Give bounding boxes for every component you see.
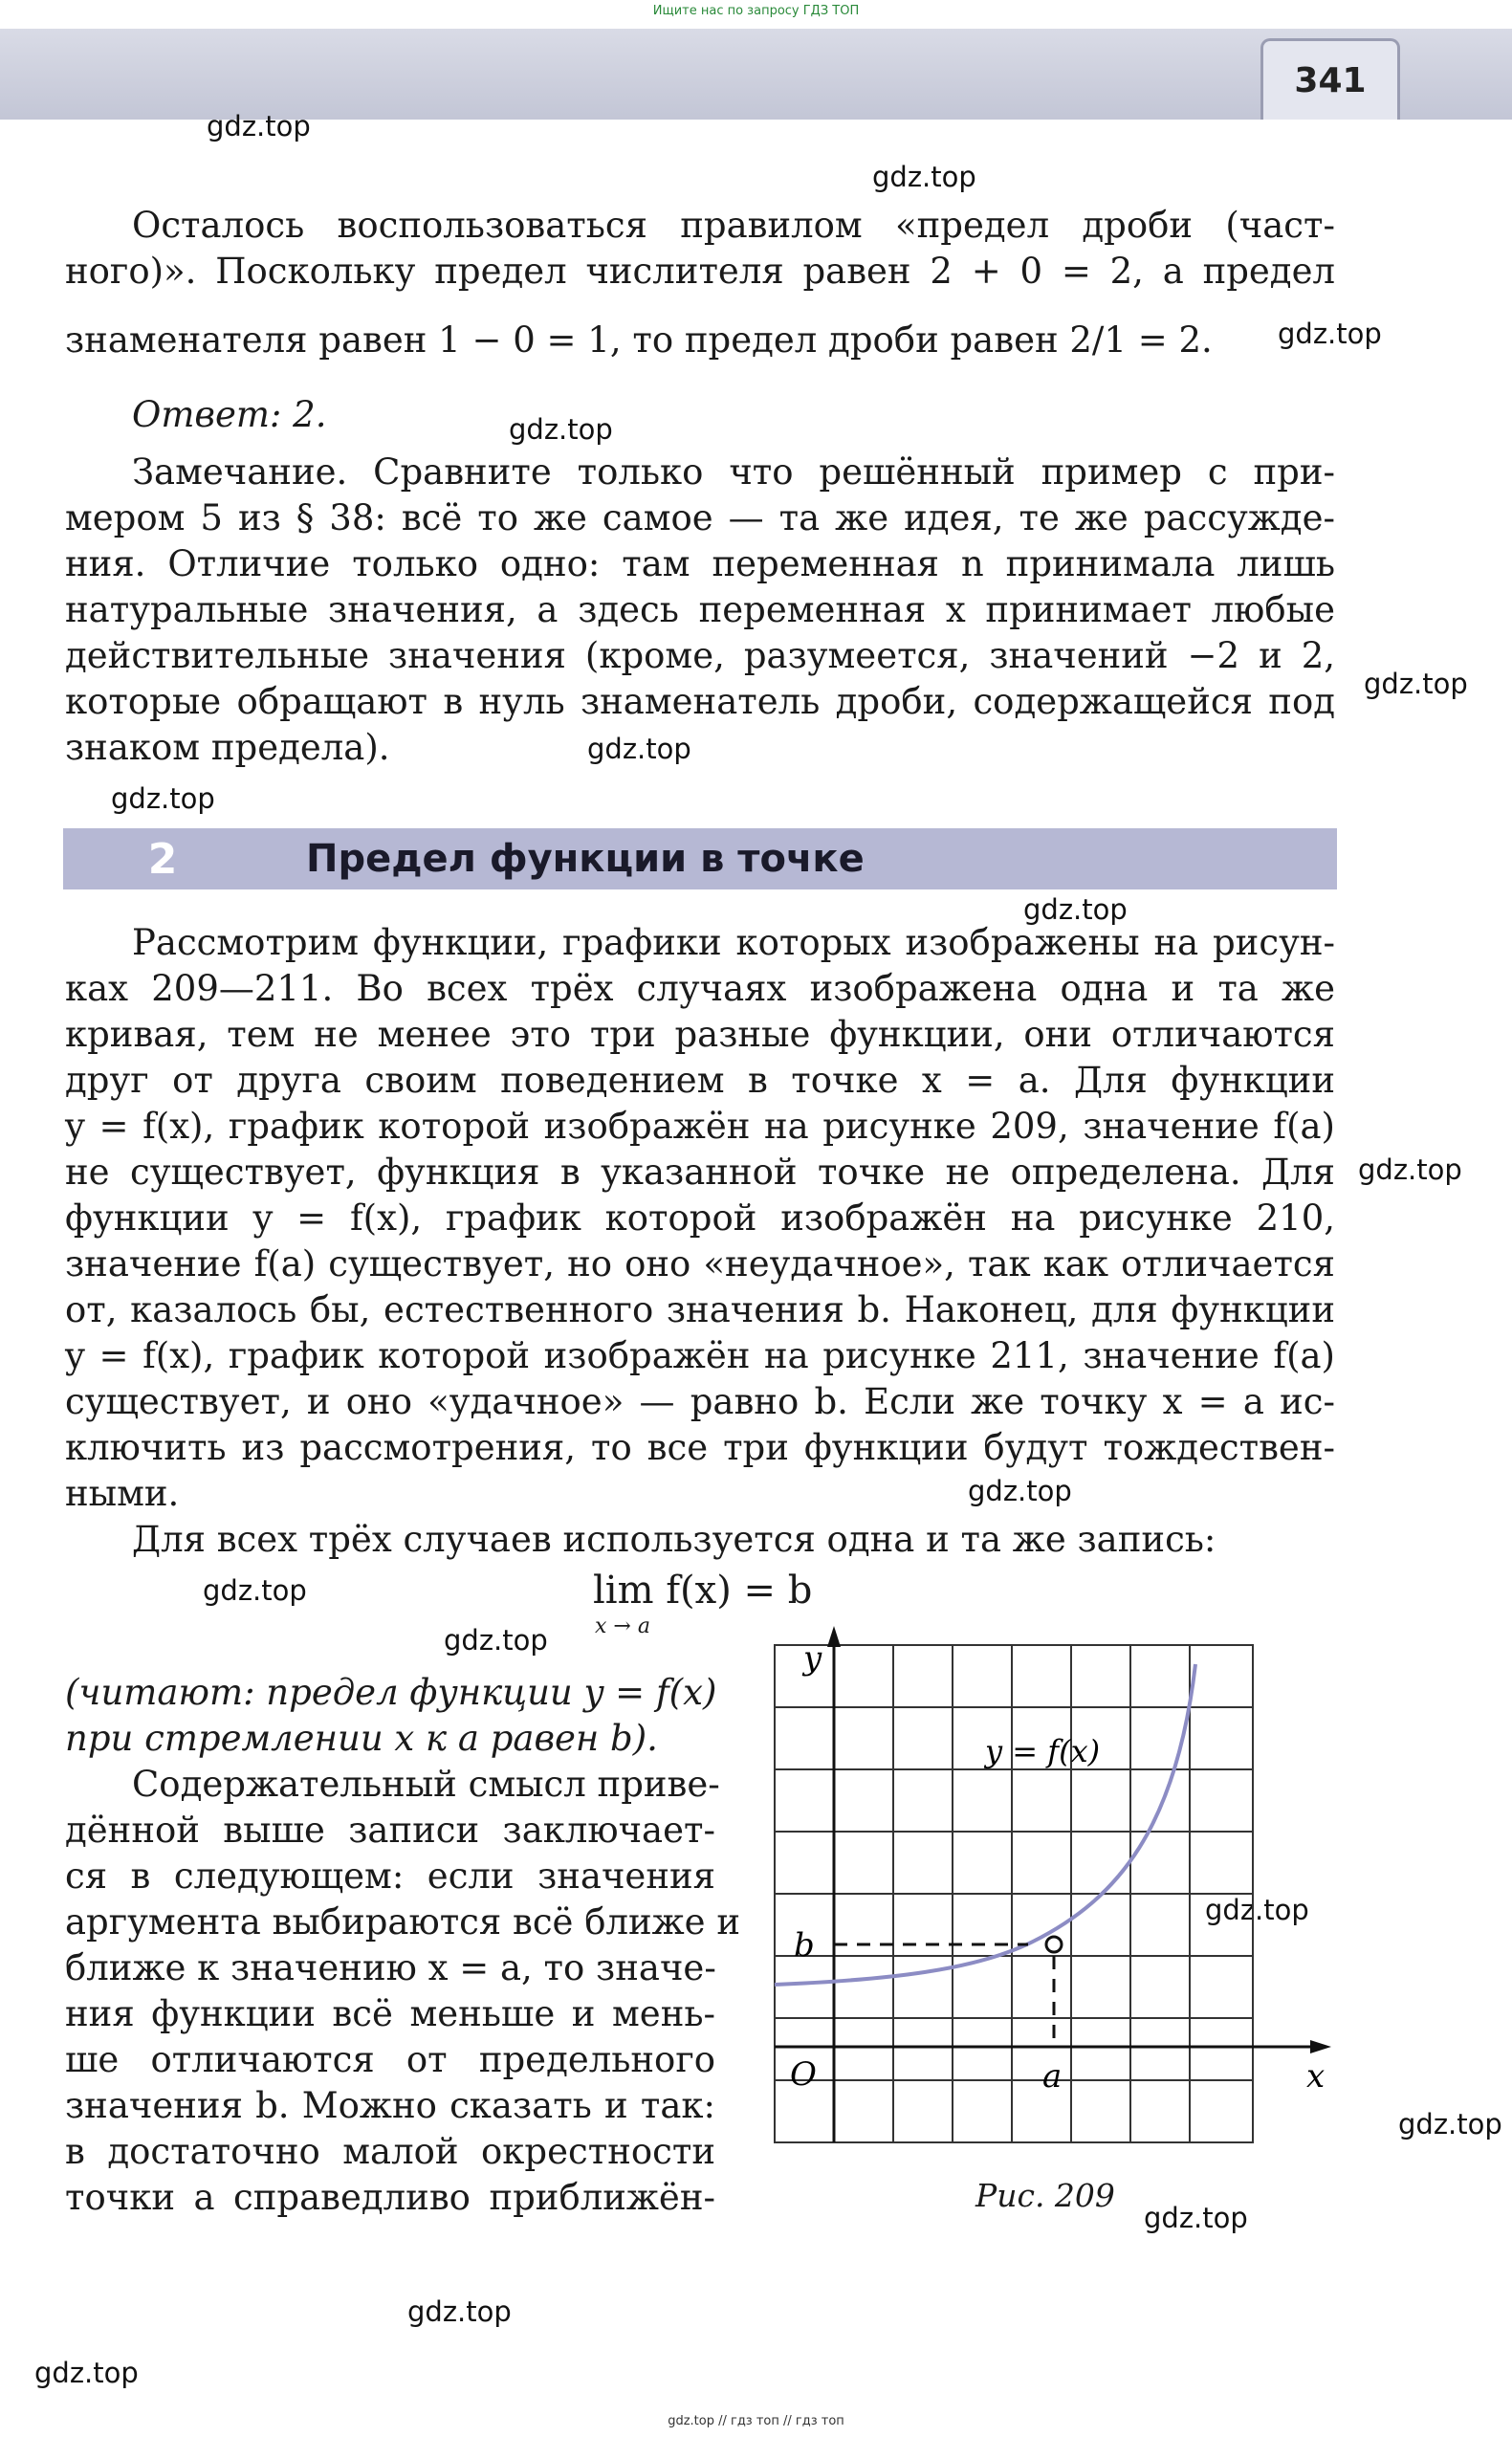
watermark: gdz.top [1358, 1153, 1462, 1186]
text-line: аргумента выбираются всё ближе и [65, 1901, 740, 1943]
limit-subscript: x → a [595, 1614, 650, 1638]
section-title: Предел функции в точке [306, 837, 865, 881]
b-label: b [794, 1926, 815, 1965]
text-line: ного)». Поскольку предел числителя равен 2 + 0 = 2, а предел [65, 251, 1335, 292]
function-curve [775, 1664, 1195, 1985]
answer-line: Ответ: 2. [132, 394, 327, 435]
limit-formula: lim f(x) = b [593, 1569, 813, 1613]
watermark: gdz.top [1398, 2108, 1502, 2141]
watermark: gdz.top [1023, 893, 1128, 926]
watermark: gdz.top [444, 1624, 548, 1657]
figure-caption: Рис. 209 [975, 2177, 1115, 2214]
text-line: ближе к значению x = a, то значе- [65, 1947, 716, 1988]
top-note: Ищите нас по запросу ГДЗ ТОП [652, 4, 860, 18]
page-number: 341 [1260, 38, 1400, 120]
watermark: gdz.top [1364, 668, 1468, 700]
text-line: Осталось воспользоваться правилом «предел дроби (част- [132, 205, 1335, 246]
text-line: которые обращают в нуль знаменатель дроби, содержащейся под [65, 681, 1335, 722]
text-line: кривая, тем не менее это три разные функции, они отличаются [65, 1014, 1335, 1055]
watermark: gdz.top [1278, 318, 1382, 350]
text-line: ния. Отличие только одно: там переменная n принимала лишь [65, 543, 1335, 584]
a-label: a [1042, 2057, 1063, 2096]
text-line: Замечание. Сравните только что решённый пример с при- [132, 451, 1335, 493]
function-label: y = f(x) [985, 1733, 1101, 1769]
text-line: в достаточно малой окрестности [65, 2131, 715, 2172]
text-line: ключить из рассмотрения, то все три функции будут тождествен- [65, 1427, 1335, 1468]
y-axis-arrow [827, 1626, 841, 1647]
text-line: действительные значения (кроме, разумеется, значений −2 и 2, [65, 635, 1335, 676]
text-line: Рассмотрим функции, графики которых изображены на рисун- [132, 922, 1335, 963]
bottom-note: gdz.top // гдз топ // гдз топ [668, 2414, 844, 2428]
reading-line: при стремлении x к a равен b). [65, 1718, 658, 1759]
watermark: gdz.top [587, 733, 691, 765]
text-line: ся в следующем: если значения [65, 1855, 715, 1897]
text-line: не существует, функция в указанной точке не определена. Для [65, 1152, 1335, 1193]
section-number: 2 [147, 834, 178, 884]
text-line: дённой выше записи заключает- [65, 1810, 715, 1851]
text-line: мером 5 из § 38: всё то же самое — та же идея, те же рассужде- [65, 497, 1335, 538]
watermark: gdz.top [207, 110, 311, 143]
text-line: знаком предела). [65, 727, 390, 768]
text-line: y = f(x), график которой изображён на рисунке 209, значение f(a) [65, 1106, 1335, 1147]
reading-line: (читают: предел функции y = f(x) [65, 1672, 717, 1713]
text-line: знаменателя равен 1 − 0 = 1, то предел дроби равен 2/1 = 2. [65, 319, 1213, 361]
text-line: друг от друга своим поведением в точке x = a. Для функции [65, 1060, 1335, 1101]
watermark: gdz.top [872, 161, 976, 193]
text-line: Для всех трёх случаев используется одна и та же запись: [132, 1519, 1216, 1560]
watermark: gdz.top [34, 2357, 139, 2389]
watermark: gdz.top [203, 1574, 307, 1607]
watermark: gdz.top [1144, 2202, 1248, 2234]
text-line: от, казалось бы, естественного значения b. Наконец, для функции [65, 1289, 1335, 1330]
text-line: ках 209—211. Во всех трёх случаях изображена одна и та же [65, 968, 1335, 1009]
watermark: gdz.top [968, 1475, 1072, 1507]
text-line: Содержательный смысл приве- [132, 1764, 720, 1805]
watermark: gdz.top [1205, 1894, 1309, 1926]
text-line: ными. [65, 1473, 180, 1514]
axis-x-label: x [1306, 2057, 1326, 2096]
grid [775, 1645, 1253, 2142]
watermark: gdz.top [111, 782, 215, 815]
text-line: y = f(x), график которой изображён на рисунке 211, значение f(a) [65, 1335, 1335, 1376]
hole-point [1046, 1937, 1062, 1952]
text-line: значение f(a) существует, но оно «неудачное», так как отличается [65, 1243, 1335, 1284]
text-line: функции y = f(x), график которой изображён на рисунке 210, [65, 1197, 1335, 1239]
watermark: gdz.top [509, 413, 613, 446]
text-line: натуральные значения, а здесь переменная x принимает любые [65, 589, 1335, 630]
text-line: значения b. Можно сказать и так: [65, 2085, 715, 2126]
watermark: gdz.top [407, 2295, 512, 2328]
figure-209 [756, 1626, 1339, 2181]
text-line: точки a справедливо приближён- [65, 2177, 715, 2218]
origin-label: O [790, 2055, 817, 2094]
text-line: существует, и оно «удачное» — равно b. Если же точку x = a ис- [65, 1381, 1335, 1422]
axis-y-label: y [803, 1639, 822, 1678]
x-axis-arrow [1310, 2040, 1331, 2053]
text-line: ше отличаются от предельного [65, 2039, 715, 2080]
text-line: ния функции всё меньше и мень- [65, 1993, 715, 2034]
